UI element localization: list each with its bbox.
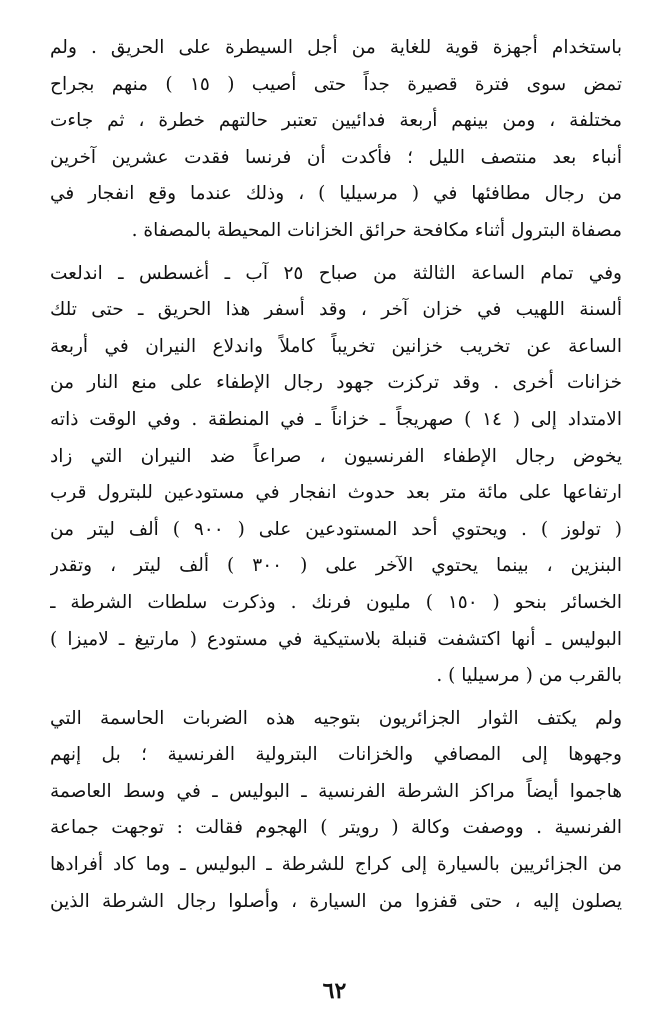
text-line: ارتفاعها على مائة متر بعد حدوث انفجار في مستودعين للبترول قرب <box>50 482 622 504</box>
text-line: يصلون إليه ، حتى قفزوا من السيارة ، وأصلوا رجال الشرطة الذين <box>50 890 622 912</box>
text-line: ولم يكتف الثوار الجزائريون بتوجيه هذه الضربات الحاسمة التي <box>50 707 622 729</box>
text-line: البنزين ، بينما يحتوي الآخر على ( ٣٠٠ ) ألف ليتر ، وتقدر <box>50 555 622 577</box>
text-line: خزانات أخرى . وقد تركزت جهود رجال الإطفاء على منع النار من <box>50 372 622 394</box>
text-line: الساعة عن تخريب خزانين تخريباً كاملاً واندلاع النيران في أربعة <box>50 335 622 357</box>
text-line: ألسنة اللهيب في خزان آخر ، وقد أسفر هذا الحريق ـ حتى تلك <box>50 299 622 321</box>
text-line: هاجموا أيضاً مراكز الشرطة الفرنسية ـ البوليس ـ في وسط العاصمة <box>50 780 622 802</box>
text-line: أنباء بعد منتصف الليل ؛ فأكدت أن فرنسا فقدت عشرين آخرين <box>50 146 622 168</box>
text-line: البوليس ـ أنها اكتشفت قنبلة بلاستيكية في مستودع ( مارتيغ ـ لاميزا ) <box>50 628 622 650</box>
document-page <box>50 30 622 920</box>
text-line: الخسائر بنحو ( ١٥٠ ) مليون فرنك . وذكرت سلطات الشرطة ـ <box>50 591 622 613</box>
paragraph-2 <box>50 256 622 695</box>
text-line: مصفاة البترول أثناء مكافحة حرائق الخزانات المحيطة بالمصفاة . <box>131 219 622 241</box>
text-line: تمض سوى فترة قصيرة جداً حتى أصيب ( ١٥ ) منهم بجراح <box>50 73 622 95</box>
text-line: وجهوها إلى المصافي والخزانات البترولية الفرنسية ؛ بل إنهم <box>50 744 622 766</box>
text-line: الامتداد إلى ( ١٤ ) صهريجاً ـ خزاناً ـ في المنطقة . وفي الوقت ذاته <box>50 408 622 430</box>
text-line: الفرنسية . ووصفت وكالة ( رويتر ) الهجوم فقالت : توجهت جماعة <box>50 817 622 839</box>
text-line: باستخدام أجهزة قوية للغاية من أجل السيطرة على الحريق . ولم <box>50 37 622 58</box>
text-line: ( تولوز ) . ويحتوي أحد المستودعين على ( ٩٠٠ ) ألف ليتر من <box>50 518 622 540</box>
text-line: من رجال مطافئها في ( مرسيليا ) ، وذلك عندما وقع انفجار في <box>50 183 622 205</box>
text-line: مختلفة ، ومن بينهم أربعة فدائيين تعتبر حالتهم خطرة ، ثم جاءت <box>50 110 622 132</box>
paragraph-3 <box>50 701 622 921</box>
text-line: وفي تمام الساعة الثالثة من صباح ٢٥ آب ـ أغسطس ـ اندلعت <box>50 262 622 284</box>
text-line: يخوض رجال الإطفاء الفرنسيون ، صراعاً ضد النيران التي زاد <box>50 445 622 467</box>
paragraph-1 <box>50 30 622 250</box>
text-line: من الجزائريين بالسيارة إلى كراج للشرطة ـ البوليس ـ وما كاد أفرادها <box>50 854 622 876</box>
text-line: بالقرب من ( مرسيليا ) . <box>436 665 622 687</box>
page-number: ٦٢ <box>322 978 347 1004</box>
